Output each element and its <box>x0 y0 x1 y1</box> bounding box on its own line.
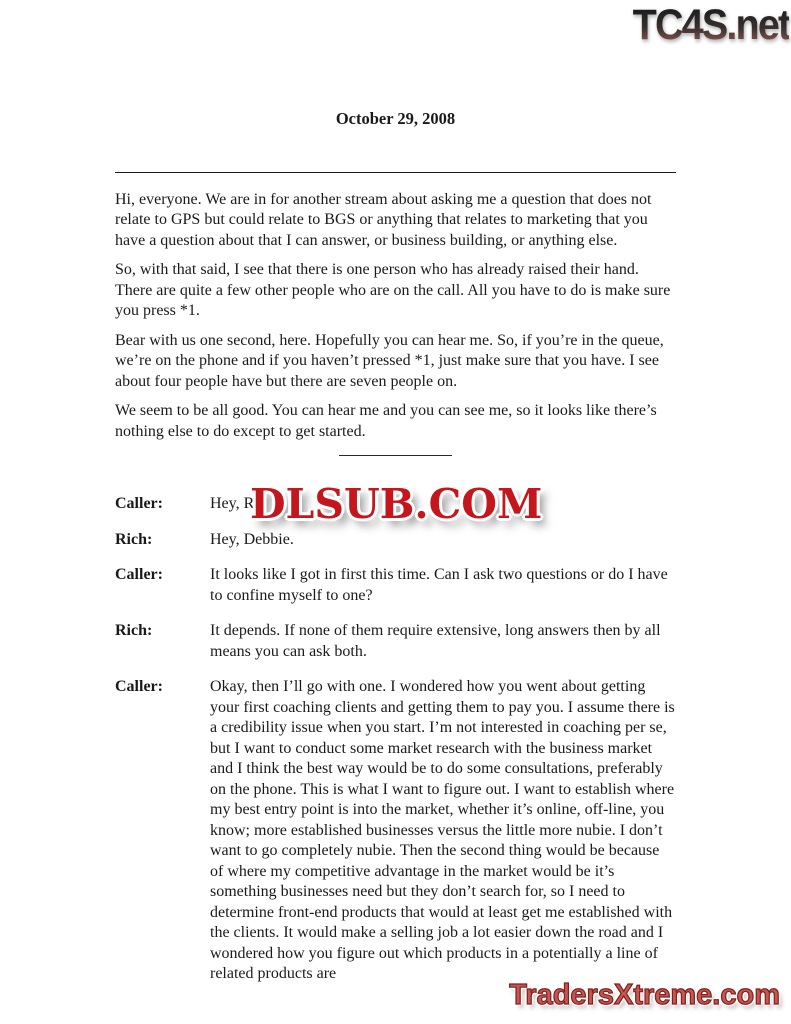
speaker-label: Rich: <box>115 530 153 548</box>
intro-paragraph: Hi, everyone. We are in for another stream about asking me a question that does not relate to GPS but could relate to BGS or anything that relates to marketing that you have a question about that I can answer, or business building, or anything else. <box>115 190 652 249</box>
intro-section <box>115 190 676 443</box>
dialogue-text: Hey, Debbie. <box>210 530 294 548</box>
dialogue-text: It depends. If none of them require extensive, long answers then by all means you can ask both. <box>210 622 661 660</box>
intro-paragraph: So, with that said, I see that there is one person who has already raised their hand. There are quite a few other people who are on the call. All you have to do is make sure you press *1. <box>115 261 671 319</box>
dialogue-text: Hey, Ri <box>210 495 259 512</box>
dialogue-row <box>115 621 676 662</box>
intro-paragraph: We seem to be all good. You can hear me and you can see me, so it looks like there’s nothing else to do except to get started. <box>115 402 657 440</box>
dialogue-row <box>115 530 676 551</box>
dialogue-text: It looks like I got in first this time. Can I ask two questions or do I have to confine myself to one? <box>210 566 668 604</box>
tradersxtreme-logo: TradersXtreme.com <box>509 979 780 1011</box>
dialogue-section <box>115 494 676 985</box>
dialogue-row <box>115 677 676 985</box>
document-date: October 29, 2008 <box>335 109 456 128</box>
dialogue-row <box>115 565 676 606</box>
intro-paragraph: Bear with us one second, here. Hopefully you can hear me. So, if you’re in the queue, we’re on the phone and if you haven’t pressed *1, just make sure that you have. I see about four people have but there are seven people on. <box>115 331 664 390</box>
header-divider <box>115 172 676 173</box>
speaker-label: Caller: <box>115 678 163 695</box>
speaker-label: Caller: <box>115 495 163 512</box>
tc4s-logo: TC4S.net <box>632 1 789 49</box>
dlsub-watermark: DLSUB.COM <box>250 480 543 528</box>
dialogue-text: Okay, then I’ll go with one. I wondered how you went about getting your first coaching clients and getting them to pay you. I assume there is a credibility issue when you start. I’m not interested in coaching per se, but I want to conduct some market research with the business market and I think the best way would be to do some consultations, preferably on the phone. This is what I want to figure out. I want to establish where my best entry point is into the market, whether it’s online, off-line, you know; more established businesses versus the little more nubie. I don’t want to go completely nubie. Then the second thing would be because of where my competitive advantage in the market would be it’s something businesses need but they don’t search for, so I need to determine front-end products that would at least get me established with the clients. It would make a selling job a lot easier down the road and I wondered how you figure out which products in a potentially a line of related products are <box>210 678 675 982</box>
section-divider <box>339 455 452 456</box>
speaker-label: Rich: <box>115 622 153 639</box>
speaker-label: Caller: <box>115 566 163 583</box>
